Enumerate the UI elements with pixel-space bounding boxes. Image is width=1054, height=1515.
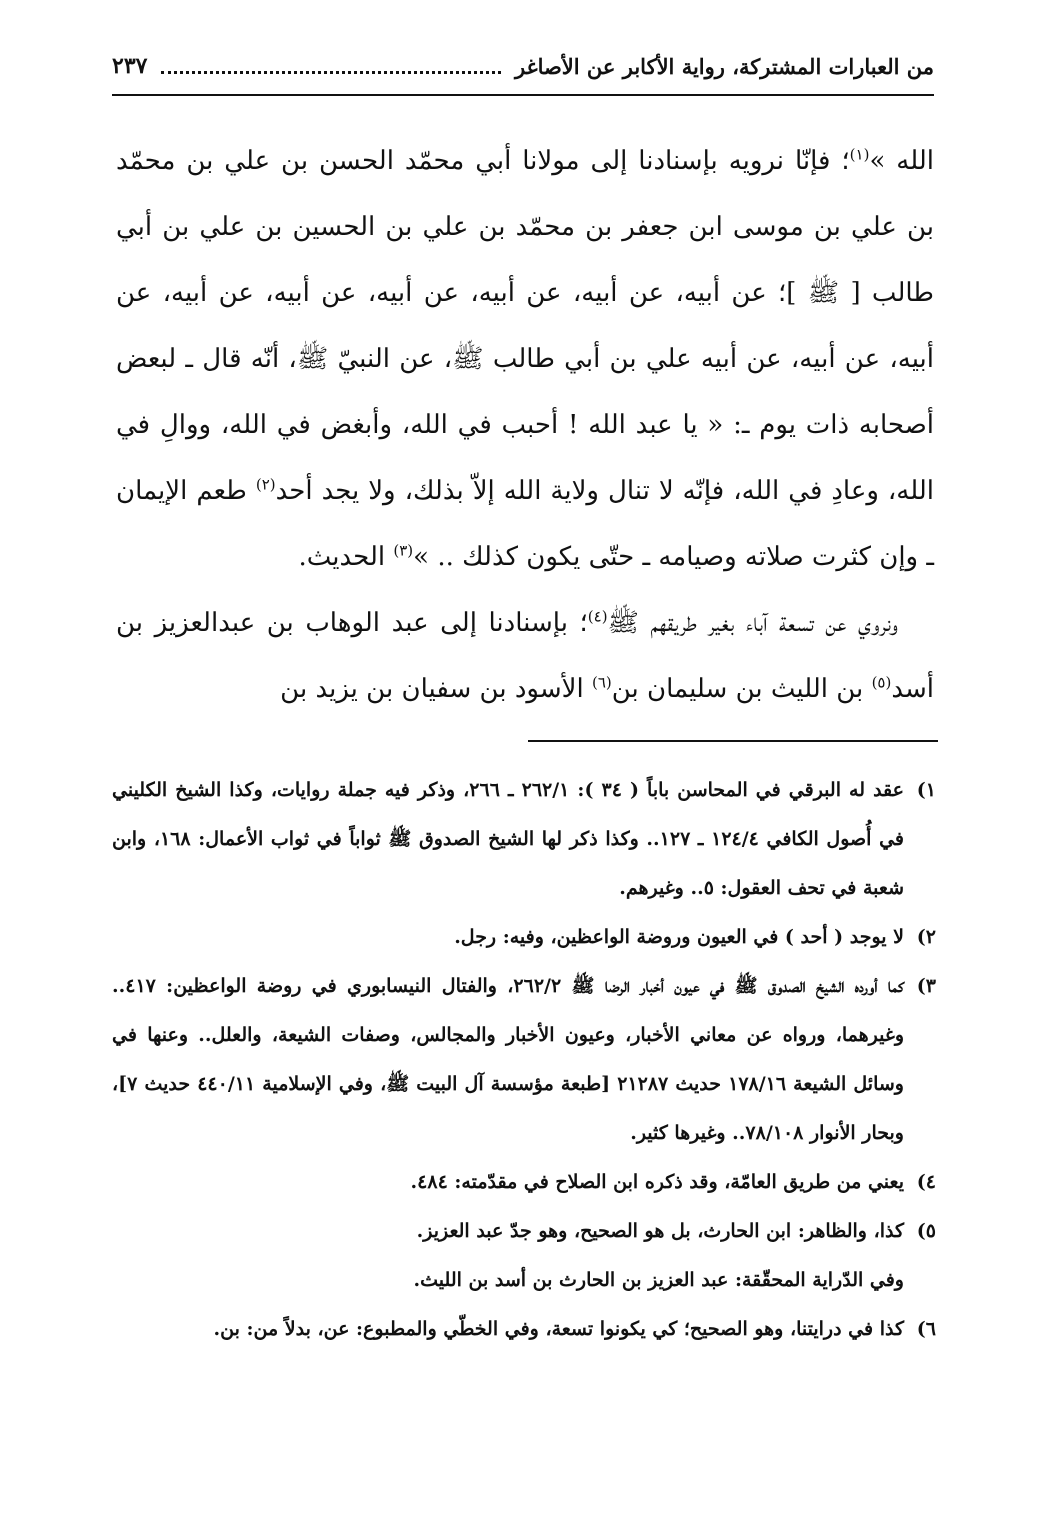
footnote-number: ٦) [916,1318,936,1340]
footnote-3 [112,962,936,1158]
paragraph-1 [116,128,934,590]
footnote-1 [112,766,936,913]
chapter-title: من العبارات المشتركة، رواية الأكابر عن الأصاغر [515,53,934,79]
text-run: ؛ فإنّا نرويه بإسنادنا إلى مولانا أبي محمّد الحسن بن علي بن محمّد بن علي بن موسى ابن جعفر بن محمّد بن علي بن الحسين بن علي بن أبي طالب [ ﷺ ]؛ عن أبيه، عن أبيه، عن أبيه، عن أبيه، عن أبيه، عن أبيه، عن أبيه، عن أبيه، عن أبيه علي بن أبي طالب ﷺ، عن النبيّ ﷺ، أنّه قال ـ لبعض أصحابه ذات يوم ـ: « يا عبد الله ! أحبب في الله، وأبغض في الله، ووالِ في الله، وعادِ في الله، فإنّه لا تنال ولاية الله إلاّ بذلك، ولا يجد أحد [116,146,934,506]
text-run: ونروي عن تسعة آباء بغير طريقهم ﷺ [607,608,898,638]
footnote-text: يعني من طريق العامّة، وقد ذكره ابن الصلاح في مقدّمته: ٤٨٤. [410,1171,904,1193]
text-run: طعم الإيمان ـ وإن كثرت صلاته وصيامه ـ حتّى يكون كذلك .. » [116,476,934,572]
footnotes [112,766,936,1354]
footnote-text: كما أورده الشيخ الصدوق ﷺ في عيون أخبار الرضا ﷺ ٢٦٢/٢، والفتال النيسابوري في روضة الواعظين: ٤١٧.. وغيرهما، ورواه عن معاني الأخبار، وعيون الأخبار والمجالس، وصفات الشيعة، والعلل.. وعنها في وسائل الشيعة ١٧٨/١٦ حديث ٢١٢٨٧ [طبعة مؤسسة آل البيت ﷺ، وفي الإسلامية ٤٤٠/١١ حديث ٧]، وبحار الأنوار ٧٨/١٠٨.. وغيرها كثير. [112,975,905,1144]
header-rule [112,94,934,96]
footnote-text: وفي الدّراية المحقّقة: عبد العزيز بن الحارث بن أسد بن الليث. [413,1269,904,1291]
footnote-separator [528,740,938,742]
footnote-number: ٥) [916,1220,936,1242]
footnote-6 [112,1305,936,1354]
footnote-text: لا يوجد ( أحد ) في العيون وروضة الواعظين، وفيه: رجل. [454,926,904,948]
footnote-text: عقد له البرقي في المحاسن باباً ( ٣٤ ): ٢٦٢/١ ـ ٢٦٦، وذكر فيه جملة روايات، وكذا الشيخ الكليني في أُصول الكافي ١٢٤/٤ ـ ١٢٧.. وكذا ذكر لها الشيخ الصدوق ﷺ ثواباً في ثواب الأعمال: ١٦٨، وابن شعبة في تحف العقول: ٥.. وغيرهم. [112,779,904,899]
footnote-ref-2: (٢) [255,475,276,494]
footnote-number [904,1256,936,1305]
running-header [112,44,934,88]
footnote-ref-4: (٤) [587,607,608,626]
text-run: بن الليث بن سليمان بن [611,674,872,704]
footnote-number: ٤) [916,1171,936,1193]
footnote-ref-3: (٣) [393,541,414,560]
footnote-ref-5: (٥) [871,673,892,692]
footnote-text: كذا، والظاهر: ابن الحارث، بل هو الصحيح، وهو جدّ عبد العزيز. [416,1220,904,1242]
footnote-number: ٣) [916,975,936,997]
footnote-4 [112,1158,936,1207]
text-run: الأسود بن سفيان بن يزيد بن [280,674,592,704]
footnote-ref-1: (١) [849,145,870,164]
footnote-number: ١) [916,779,936,801]
page-number: ٢٣٧ [112,53,148,79]
footnote-2 [112,913,936,962]
footnote-5 [112,1207,936,1256]
footnote-number: ٢) [916,926,936,948]
text-run: الله » [869,146,934,176]
main-text [116,128,934,722]
paragraph-2 [116,590,934,722]
footnote-text: كذا في درايتنا، وهو الصحيح؛ كي يكونوا تسعة، وفي الخطّي والمطبوع: عن، بدلاً من: بن. [213,1318,904,1340]
header-dot-leader [161,71,501,74]
text-run: الحديث. [298,542,394,572]
footnote-ref-6: (٦) [591,673,612,692]
text-run: ؛ بإسنادنا إلى عبد الوهاب بن عبدالعزيز بن أسد [116,608,934,704]
footnote-5-continuation [112,1256,936,1305]
